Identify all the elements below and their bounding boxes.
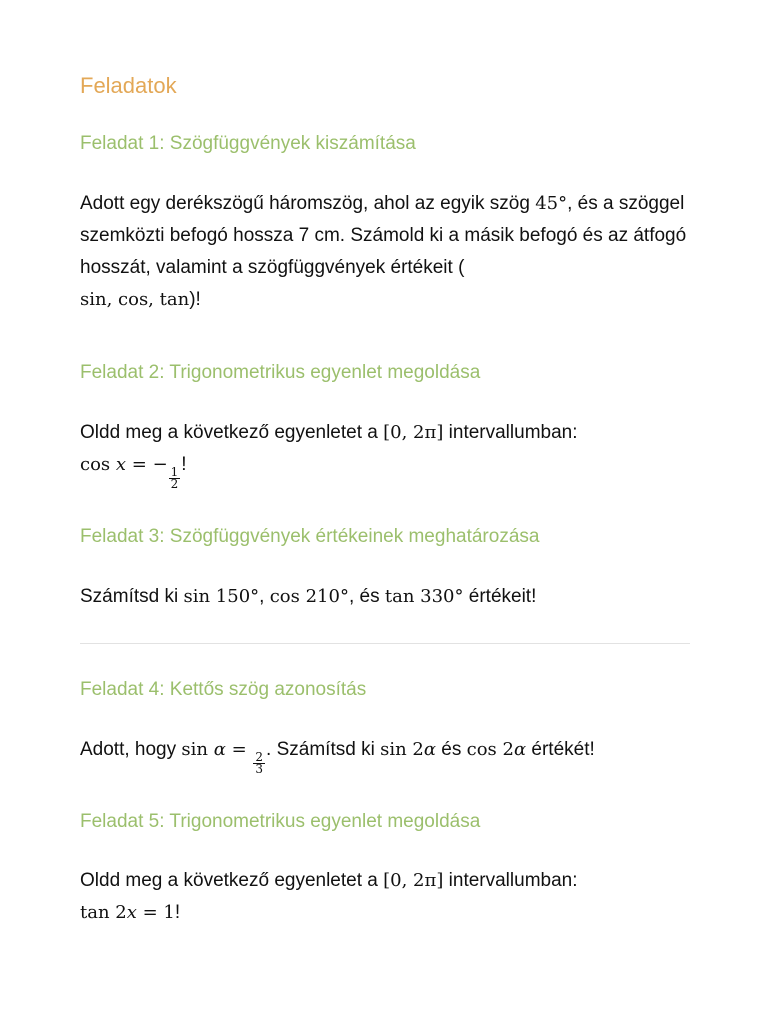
- fraction-denominator: 2: [170, 477, 179, 491]
- math-fn: sin 2: [380, 739, 424, 760]
- text-segment: , és a szöggel szemközti befogó hossza 7 cm. Számold ki a másik befogó és az átfogó hosszát, valamint a szögfüggvények értékeit (: [80, 193, 687, 278]
- text-segment: értékét!: [526, 739, 595, 760]
- task-3-text: [80, 581, 690, 613]
- math-interval: [0, 2π]: [383, 422, 444, 443]
- math-angle: 45°: [535, 193, 568, 214]
- text-segment: Oldd meg a következő egyenletet a: [80, 422, 384, 443]
- math-op: = −: [126, 454, 168, 475]
- fraction: [169, 467, 181, 490]
- task-2-heading: Feladat 2: Trigonometrikus egyenlet megoldása: [80, 362, 481, 383]
- math-expr: cos 210°: [269, 586, 349, 607]
- math-expr: [181, 739, 266, 776]
- math-op: =: [225, 739, 253, 760]
- math-interval: [0, 2π]: [383, 870, 444, 891]
- text-segment: intervallumban:: [443, 870, 578, 891]
- math-expr: [467, 739, 527, 760]
- fraction-numerator: 1: [170, 465, 179, 479]
- text-segment: Oldd meg a következő egyenletet a: [80, 870, 384, 891]
- math-var: α: [213, 739, 226, 760]
- divider: [80, 643, 690, 644]
- math-equation: [80, 902, 175, 923]
- text-segment: . Számítsd ki: [266, 739, 381, 760]
- fraction-numerator: 2: [255, 750, 264, 764]
- page-title: Feladatok: [80, 73, 177, 98]
- text-segment: !: [181, 454, 187, 475]
- text-segment: Adott egy derékszögű háromszög, ahol az egyik szög: [80, 193, 536, 214]
- math-expr: sin 150°: [183, 586, 260, 607]
- math-var: α: [513, 739, 527, 760]
- text-segment: )!: [189, 289, 201, 310]
- text-segment: , és: [348, 586, 385, 607]
- fraction: [253, 752, 265, 775]
- math-var: α: [423, 739, 436, 760]
- math-fn: cos: [80, 454, 116, 475]
- task-5-text: [80, 865, 690, 929]
- text-segment: !: [174, 902, 181, 923]
- math-expr: [380, 739, 436, 760]
- text-segment: Adott, hogy: [80, 739, 182, 760]
- text-segment: Számítsd ki: [80, 586, 184, 607]
- math-var: x: [126, 902, 137, 923]
- math-expr: tan 330°: [384, 586, 464, 607]
- task-1-heading: Feladat 1: Szögfüggvények kiszámítása: [80, 133, 416, 154]
- task-4-text: [80, 734, 690, 775]
- math-functions: sin, cos, tan: [80, 289, 190, 310]
- task-4-heading: Feladat 4: Kettős szög azonosítás: [80, 679, 367, 700]
- text-segment: és: [436, 739, 467, 760]
- math-op: = 1: [136, 902, 175, 923]
- task-5-heading: Feladat 5: Trigonometrikus egyenlet megoldása: [80, 811, 481, 832]
- math-var: x: [115, 454, 127, 475]
- text-segment: értékeit!: [463, 586, 537, 607]
- fraction-denominator: 3: [255, 762, 264, 776]
- math-fn: cos 2: [466, 739, 514, 760]
- math-fn: sin: [181, 739, 214, 760]
- math-equation: [80, 454, 181, 491]
- text-segment: intervallumban:: [443, 422, 578, 443]
- math-fn: tan 2: [80, 902, 127, 923]
- text-segment: ,: [259, 586, 270, 607]
- task-1-text: [80, 188, 690, 316]
- task-2-text: [80, 417, 690, 490]
- task-3-heading: Feladat 3: Szögfüggvények értékeinek meghatározása: [80, 526, 540, 547]
